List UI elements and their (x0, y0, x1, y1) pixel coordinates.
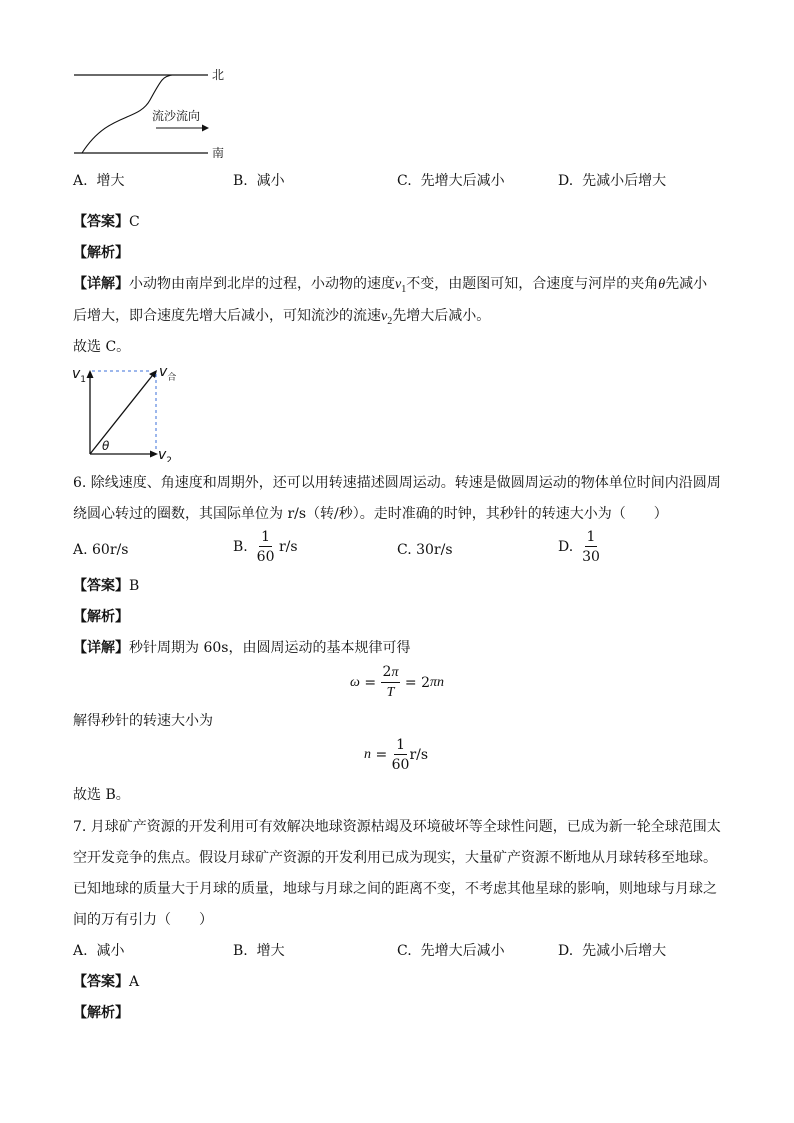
q5-detail-line2: 后增大，即合速度先增大后减小，可知流沙的流速$v_2$先增大后减小。 (73, 308, 491, 327)
q5-conclusion: 故选 C。 (73, 339, 131, 355)
v1-label: $v_1$ (72, 366, 87, 385)
q7-stem-line1: 7. 月球矿产资源的开发利用可有效解决地球资源枯竭及环境破坏等全球性问题，已成为新一轮全球范围太 (73, 819, 721, 835)
v2-label: $v_2$ (158, 447, 173, 462)
q7-stem-line2: 空开发竞争的焦点。假设月球矿产资源的开发利用已成为现实，大量矿产资源不断地从月球转移至地球。 (73, 850, 717, 866)
q6-option-a: A. 60r/s (73, 542, 129, 558)
q5-option-d: D. 先减小后增大 (558, 173, 667, 189)
q5-option-c: C. 先增大后减小 (397, 173, 505, 189)
q6-answer: 【答案】B (73, 578, 140, 594)
q6-stem-line2: 绕圆心转过的圈数，其国际单位为 r/s（转/秒）。走时准确的时钟，其秒针的转速大小为（ ） (73, 506, 668, 522)
resultant-arrow (90, 376, 152, 454)
q5-analysis-tag: 【解析】 (73, 245, 129, 261)
q6-analysis-tag: 【解析】 (73, 609, 129, 625)
river-figure (68, 62, 238, 162)
q6-conclusion: 故选 B。 (73, 787, 130, 803)
q6-equation-omega: ω = $\frac{2\pi}{T}$ = 2 π n (350, 664, 445, 700)
q7-option-d: D. 先减小后增大 (558, 943, 667, 959)
flow-label: 流沙流向 (152, 109, 201, 123)
v-resultant-label: $v_合$ (159, 364, 177, 383)
q6-option-d: D. $\frac{1}{30}$ (558, 529, 600, 565)
q6-option-c: C. 30r/s (397, 542, 453, 558)
q7-answer: 【答案】A (73, 974, 140, 990)
q7-stem-line4: 间的万有引力（ ） (73, 912, 213, 928)
q5-option-a: A. 增大 (73, 173, 125, 189)
q6-equation-n: n = $\frac{1}{60}$ r/s (364, 737, 429, 773)
q7-option-a: A. 减小 (73, 943, 125, 959)
q7-option-b: B. 增大 (233, 943, 285, 959)
q6-solve-text: 解得秒针的转速大小为 (73, 713, 213, 729)
q5-detail-line1: 【详解】小动物由南岸到北岸的过程，小动物的速度$v_1$不变，由题图可知，合速度与河岸的夹角θ先减小 (73, 276, 708, 295)
flow-arrow-head (202, 125, 209, 132)
north-label: 北 (212, 68, 225, 82)
q6-stem-line1: 6. 除线速度、角速度和周期外，还可以用转速描述圆周运动。转速是做圆周运动的物体单位时间内沿圆周 (73, 475, 721, 491)
velocity-vector-figure (70, 362, 190, 462)
q6-option-b: B. $\frac{1}{60}$ r/s (233, 529, 298, 565)
theta-label: θ (102, 439, 110, 453)
q5-option-b: B. 减小 (233, 173, 285, 189)
q7-stem-line3: 已知地球的质量大于月球的质量，地球与月球之间的距离不变，不考虑其他星球的影响，则地球与月球之 (73, 881, 717, 897)
q6-detail: 【详解】秒针周期为 60s，由圆周运动的基本规律可得 (73, 640, 411, 656)
q7-option-c: C. 先增大后减小 (397, 943, 505, 959)
q5-answer: 【答案】C (73, 214, 140, 230)
v2-arrow-head (150, 451, 158, 458)
q7-analysis-tag: 【解析】 (73, 1005, 129, 1021)
south-label: 南 (212, 146, 225, 160)
